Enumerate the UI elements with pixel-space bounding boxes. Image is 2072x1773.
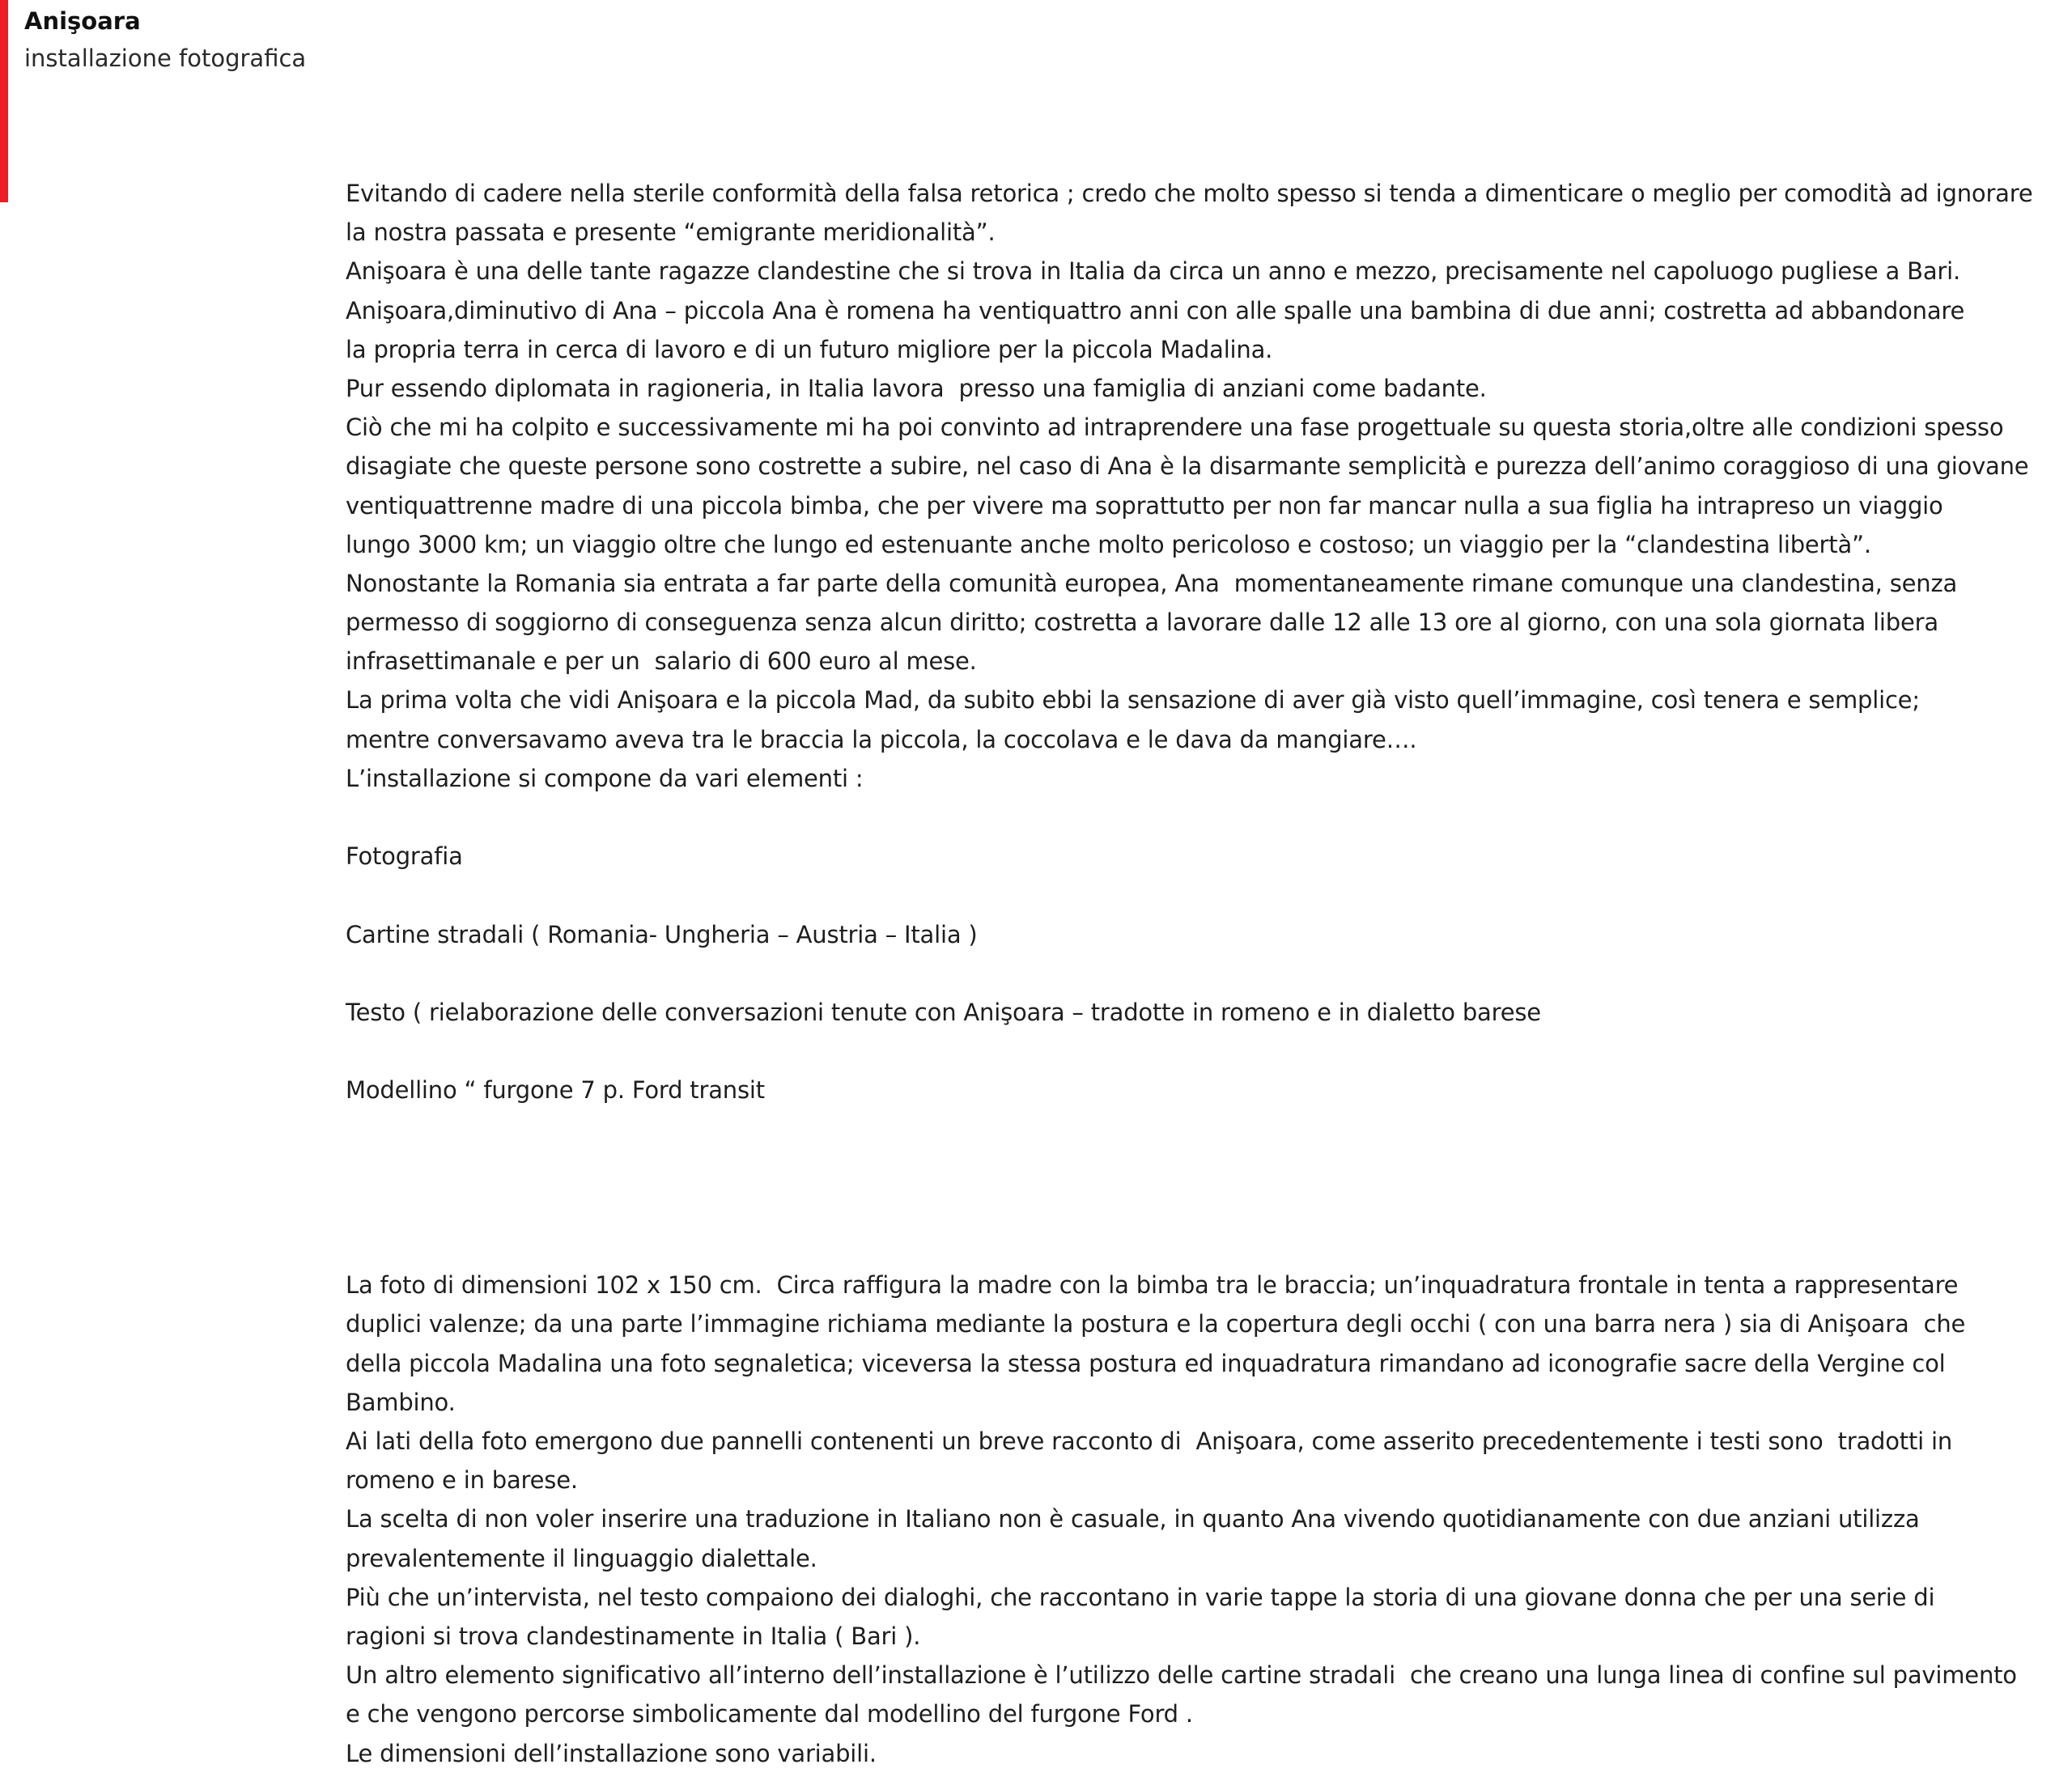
text-line: Un altro elemento significativo all’interno dell’installazione è l’utilizzo delle cartine stradali che creano una lunga linea di confine sul pavimento [346, 1661, 2017, 1690]
text-line [346, 1110, 2061, 1149]
page-title: Anişoara [24, 7, 141, 35]
text-line: mentre conversavamo aveva tra le braccia la piccola, la coccolava e le dava da mangiare…. [346, 725, 1417, 753]
text-line: L’installazione si compone da vari elementi : [346, 764, 864, 792]
text-line [346, 1149, 2061, 1188]
text-line: Nonostante la Romania sia entrata a far parte della comunità europea, Ana momentaneamente rimane comunque una clandestina, senza [346, 569, 1958, 597]
text-line: Bambino. [346, 1388, 456, 1416]
article-body [346, 174, 2061, 1773]
text-line: e che vengono percorse simbolicamente dal modellino del furgone Ford . [346, 1700, 1193, 1728]
text-line: ragioni si trova clandestinamente in Italia ( Bari ). [346, 1622, 921, 1650]
text-line: Anişoara,diminutivo di Ana – piccola Ana è romena ha ventiquattro anni con alle spalle una bambina di due anni; costretta ad abbandonare [346, 296, 1965, 324]
text-line: Modellino “ furgone 7 p. Ford transit [346, 1076, 765, 1105]
page-subtitle: installazione fotografica [24, 45, 307, 72]
text-line: Cartine stradali ( Romania- Ungheria – Austria – Italia ) [346, 920, 978, 948]
text-line: Fotografia [346, 842, 463, 871]
text-line: Pur essendo diplomata in ragioneria, in Italia lavora presso una famiglia di anziani come badante. [346, 374, 1487, 402]
text-line [346, 1188, 2061, 1227]
text-line: Evitando di cadere nella sterile conformità della falsa retorica ; credo che molto spesso si tenda a dimenticare o meglio per comodità ad ignorare [346, 180, 2033, 207]
text-line: disagiate che queste persone sono costrette a subire, nel caso di Ana è la disarmante semplicità e purezza dell’animo coraggioso di una giovane [346, 452, 2029, 481]
accent-bar [0, 0, 8, 202]
text-line: La prima volta che vidi Anişoara e la piccola Mad, da subito ebbi la sensazione di aver già visto quell’immagine, così tenera e semplice; [346, 686, 1920, 715]
text-line: lungo 3000 km; un viaggio oltre che lungo ed estenuante anche molto pericoloso e costoso; un viaggio per la “clandestina libertà”. [346, 530, 1871, 558]
text-line: della piccola Madalina una foto segnaletica; viceversa la stessa postura ed inquadratura rimandano ad iconografie sacre della Vergine col [346, 1349, 1946, 1377]
text-line: La scelta di non voler inserire una traduzione in Italiano non è casuale, in quanto Ana vivendo quotidianamente con due anziani utilizza [346, 1505, 1920, 1533]
page-header [24, 5, 306, 79]
text-line: la nostra passata e presente “emigrante meridionalità”. [346, 218, 996, 247]
text-line: Ciò che mi ha colpito e successivamente mi ha poi convinto ad intraprendere una fase progettuale su questa storia,oltre alle condizioni spesso [346, 414, 2004, 442]
text-line: romeno e in barese. [346, 1466, 578, 1495]
text-line [346, 1227, 2061, 1266]
text-line: permesso di soggiorno di conseguenza senza alcun diritto; costretta a lavorare dalle 12 alle 13 ore al giorno, con una sola giornata libera [346, 609, 1938, 637]
text-line [346, 798, 2061, 837]
text-line: Anişoara è una delle tante ragazze clandestine che si trova in Italia da circa un anno e mezzo, precisamente nel capoluogo pugliese a Bari. [346, 257, 1960, 286]
text-line: duplici valenze; da una parte l’immagine richiama mediante la postura e la copertura degli occhi ( con una barra nera ) sia di Anişoara che [346, 1310, 1966, 1338]
text-line: Testo ( rielaborazione delle conversazioni tenute con Anişoara – tradotte in romeno e in dialetto barese [346, 998, 1541, 1026]
text-line: Più che un’intervista, nel testo compaiono dei dialoghi, che raccontano in varie tappe la storia di una giovane donna che per una serie di [346, 1583, 1935, 1611]
text-line: infrasettimanale e per un salario di 600 euro al mese. [346, 647, 977, 676]
text-line: Ai lati della foto emergono due pannelli contenenti un breve racconto di Anişoara, come asserito precedentemente i testi sono tradotti in [346, 1427, 1953, 1455]
text-line: la propria terra in cerca di lavoro e di un futuro migliore per la piccola Madalina. [346, 335, 1273, 363]
text-line [346, 876, 2061, 914]
text-line: La foto di dimensioni 102 x 150 cm. Circa raffigura la madre con la bimba tra le braccia; un’inquadratura frontale in tenta a rappresentare [346, 1271, 1959, 1300]
text-line: prevalentemente il linguaggio dialettale. [346, 1544, 817, 1572]
text-line [346, 1032, 2061, 1071]
text-line: Le dimensioni dell’installazione sono variabili. [346, 1739, 877, 1767]
text-line: ventiquattrenne madre di una piccola bimba, che per vivere ma soprattutto per non far mancar nulla a sua figlia ha intrapreso un viaggio [346, 491, 1943, 520]
text-line [346, 954, 2061, 993]
